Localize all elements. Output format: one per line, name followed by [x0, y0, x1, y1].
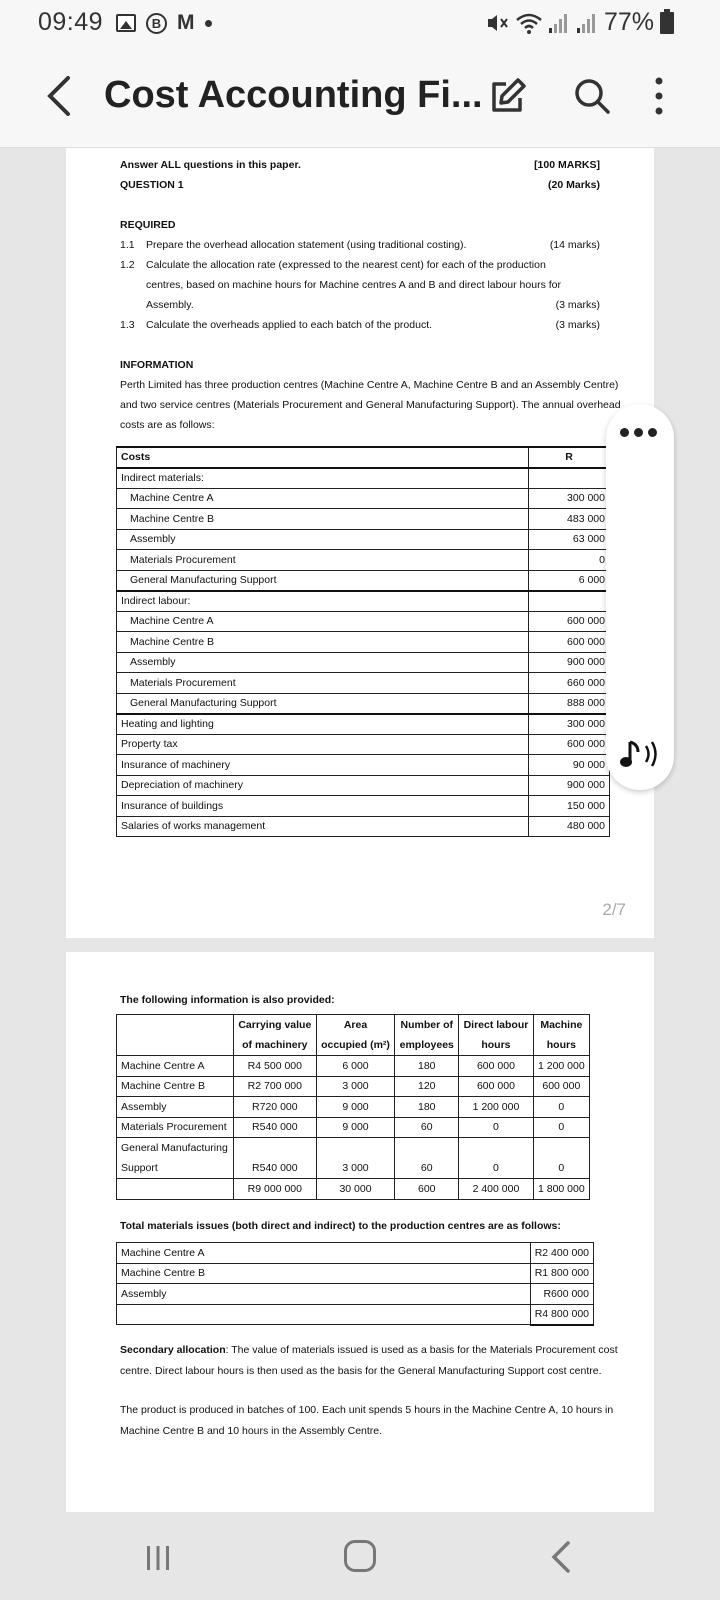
table-row	[117, 816, 610, 837]
table-row	[117, 1138, 590, 1159]
information-text: Perth Limited has three production centres (Machine Centre A, Machine Centre B and an Assembly Centre)	[120, 379, 619, 391]
table-row	[117, 796, 610, 817]
document-page-2	[66, 148, 654, 938]
required-heading: REQUIRED	[120, 219, 176, 231]
column-header: employees	[395, 1035, 459, 1056]
signal-icon-2	[576, 12, 598, 34]
column-header: R	[529, 447, 610, 468]
table-row	[117, 632, 610, 653]
information-heading: INFORMATION	[120, 359, 194, 371]
table-row	[117, 611, 610, 632]
row-value: 63 000	[529, 529, 610, 550]
product-info-text: The product is produced in batches of 100. Each unit spends 5 hours in the Machine Centre A, 10 hours in	[120, 1404, 614, 1416]
more-tools-icon[interactable]	[620, 428, 657, 437]
battery-icon	[660, 12, 674, 34]
table-row	[117, 755, 610, 776]
cell	[117, 1179, 234, 1200]
cell: 60	[395, 1117, 459, 1138]
row-label: Materials Procurement	[117, 1117, 234, 1138]
item-marks: (3 marks)	[555, 299, 600, 311]
cell: R720 000	[233, 1097, 316, 1118]
cell: 3 000	[316, 1076, 395, 1097]
total-cell: 1 800 000	[533, 1179, 589, 1200]
row-label: Machine Centre B	[117, 1076, 234, 1097]
table-row	[117, 1117, 590, 1138]
table-header-row	[117, 1015, 590, 1036]
column-header: Direct labour	[459, 1015, 533, 1036]
cell: 120	[395, 1076, 459, 1097]
cell	[395, 1138, 459, 1159]
column-header: of machinery	[233, 1035, 316, 1056]
column-header: Machine	[533, 1015, 589, 1036]
instruction-text: Answer ALL questions in this paper.	[120, 159, 301, 171]
item-text: Calculate the allocation rate (expressed to the nearest cent) for each of the production	[146, 259, 546, 271]
signal-icon	[548, 12, 570, 34]
table-row	[117, 775, 610, 796]
cell: 1 200 000	[533, 1056, 589, 1077]
app-bar	[0, 46, 720, 148]
back-arrow-icon[interactable]	[40, 72, 80, 120]
cell: 0	[459, 1117, 533, 1138]
item-number: 1.2	[120, 259, 135, 271]
cell: 600 000	[459, 1056, 533, 1077]
total-cell: 30 000	[316, 1179, 395, 1200]
secondary-allocation-text	[120, 1344, 618, 1356]
row-value: 660 000	[529, 673, 610, 694]
cell: 600 000	[459, 1076, 533, 1097]
row-label: Machine Centre B	[117, 632, 529, 653]
edit-icon[interactable]	[488, 76, 528, 116]
table-row	[117, 509, 610, 530]
empty-header-cell	[117, 1015, 234, 1036]
item-text: Assembly.	[146, 299, 194, 311]
information-text: costs are as follows:	[120, 419, 215, 431]
cell: 0	[533, 1117, 589, 1138]
recent-apps-icon[interactable]	[144, 1544, 172, 1572]
row-value	[529, 468, 610, 489]
item-text: centres, based on machine hours for Machine centres A and B and direct labour hours for	[146, 279, 561, 291]
table-row	[117, 488, 610, 509]
materials-issues-table	[116, 1242, 594, 1326]
table-row	[117, 652, 610, 673]
total-marks: [100 MARKS]	[534, 159, 600, 171]
item-number: 1.3	[120, 319, 135, 331]
nav-back-icon[interactable]	[548, 1540, 572, 1574]
row-value: 888 000	[529, 693, 610, 714]
item-text: Prepare the overhead allocation statement (using traditional costing).	[146, 239, 467, 251]
cell: 3 000	[316, 1158, 395, 1179]
cell: R4 500 000	[233, 1056, 316, 1077]
item-marks: (3 marks)	[555, 319, 600, 331]
question-marks: (20 Marks)	[548, 179, 600, 191]
cell: 6 000	[316, 1056, 395, 1077]
total-cell: R9 000 000	[233, 1179, 316, 1200]
more-notifications-dot	[205, 20, 212, 27]
row-value: R4 800 000	[530, 1304, 593, 1325]
system-nav-bar	[0, 1512, 720, 1600]
row-label: Depreciation of machinery	[117, 775, 529, 796]
secondary-allocation-text: centre. Direct labour hours is then used as the basis for the General Manufacturing Support cost centre.	[120, 1365, 602, 1377]
home-icon[interactable]	[344, 1540, 376, 1572]
item-number: 1.1	[120, 239, 135, 251]
question-heading: QUESTION 1	[120, 179, 184, 191]
row-label: Property tax	[117, 734, 529, 755]
status-notification-icons	[116, 11, 212, 35]
document-title: Cost Accounting Fi...	[104, 74, 483, 116]
row-value: R600 000	[530, 1284, 593, 1305]
row-label: Heating and lighting	[117, 714, 529, 735]
cell: 60	[395, 1158, 459, 1179]
row-label: Materials Procurement	[117, 550, 529, 571]
search-icon[interactable]	[572, 76, 612, 116]
cell: 180	[395, 1056, 459, 1077]
cell: 600 000	[533, 1076, 589, 1097]
wifi-icon	[516, 12, 542, 34]
row-value: R2 400 000	[530, 1243, 593, 1264]
cell: R540 000	[233, 1158, 316, 1179]
row-value: 900 000	[529, 775, 610, 796]
item-marks: (14 marks)	[549, 239, 600, 251]
row-label: Assembly	[117, 652, 529, 673]
table-row	[117, 468, 610, 489]
secondary-allocation-rest: : The value of materials issued is used as a basis for the Materials Procurement cost	[225, 1344, 618, 1356]
document-page-3	[66, 952, 654, 1512]
battery-percent: 77%	[603, 8, 654, 36]
table-row	[117, 550, 610, 571]
row-value: R1 800 000	[530, 1263, 593, 1284]
row-value: 900 000	[529, 652, 610, 673]
row-label: Assembly	[117, 1097, 234, 1118]
overhead-costs-table	[116, 446, 610, 837]
row-label: Assembly	[117, 529, 529, 550]
additional-info-heading: The following information is also provided:	[120, 994, 335, 1006]
row-value: 600 000	[529, 734, 610, 755]
table-totals-row	[117, 1304, 594, 1325]
row-label: Machine Centre A	[117, 488, 529, 509]
cell: 180	[395, 1097, 459, 1118]
row-value: 600 000	[529, 632, 610, 653]
table-row	[117, 1158, 590, 1179]
table-row	[117, 1076, 590, 1097]
row-value: 6 000	[529, 570, 610, 591]
row-value: 480 000	[529, 816, 610, 837]
row-label: Support	[117, 1158, 234, 1179]
row-value	[529, 591, 610, 612]
table-row	[117, 591, 610, 612]
information-text: and two service centres (Materials Procurement and General Manufacturing Support). The annual overhead	[120, 399, 621, 411]
row-label: Indirect materials:	[117, 468, 529, 489]
column-header: Area	[316, 1015, 395, 1036]
status-system-icons	[486, 8, 674, 37]
table-row	[117, 1263, 594, 1284]
row-label: Indirect labour:	[117, 591, 529, 612]
column-header: Carrying value	[233, 1015, 316, 1036]
row-value: 300 000	[529, 488, 610, 509]
row-value: 483 000	[529, 509, 610, 530]
table-row	[117, 693, 610, 714]
centre-information-table	[116, 1014, 590, 1200]
cell	[233, 1138, 316, 1159]
table-row	[117, 570, 610, 591]
table-row	[117, 673, 610, 694]
row-value: 300 000	[529, 714, 610, 735]
row-label: General Manufacturing	[117, 1138, 234, 1159]
product-info-text: Machine Centre B and 10 hours in the Assembly Centre.	[120, 1425, 383, 1437]
row-value: 150 000	[529, 796, 610, 817]
row-label: Machine Centre B	[117, 1263, 531, 1284]
row-label: Machine Centre A	[117, 1243, 531, 1264]
row-label: General Manufacturing Support	[117, 570, 529, 591]
cell	[316, 1138, 395, 1159]
row-label	[117, 1304, 531, 1325]
table-row	[117, 1097, 590, 1118]
page-number: 2/7	[602, 900, 626, 919]
total-cell: 600	[395, 1179, 459, 1200]
read-aloud-icon[interactable]	[616, 734, 664, 774]
empty-header-cell	[117, 1035, 234, 1056]
column-header: Number of	[395, 1015, 459, 1036]
mute-icon	[486, 12, 510, 34]
table-row	[117, 1243, 594, 1264]
column-header: Costs	[117, 447, 529, 468]
total-cell: 2 400 000	[459, 1179, 533, 1200]
column-header: hours	[459, 1035, 533, 1056]
cell: R540 000	[233, 1117, 316, 1138]
table-header-row	[117, 1035, 590, 1056]
cell: 0	[533, 1158, 589, 1179]
row-value: 90 000	[529, 755, 610, 776]
column-header: hours	[533, 1035, 589, 1056]
b-notification-icon: B	[146, 13, 167, 34]
cell: 9 000	[316, 1117, 395, 1138]
secondary-allocation-label: Secondary allocation	[120, 1344, 226, 1356]
materials-heading: Total materials issues (both direct and indirect) to the production centres are as follows:	[120, 1220, 561, 1232]
cell	[459, 1138, 533, 1159]
row-label: Materials Procurement	[117, 673, 529, 694]
cell: 0	[459, 1158, 533, 1179]
column-header: occupied (m²)	[316, 1035, 395, 1056]
more-options-icon[interactable]	[652, 76, 666, 116]
row-label: Insurance of buildings	[117, 796, 529, 817]
item-text: Calculate the overheads applied to each batch of the product.	[146, 319, 433, 331]
row-value: 600 000	[529, 611, 610, 632]
table-row	[117, 714, 610, 735]
table-row	[117, 734, 610, 755]
row-label: General Manufacturing Support	[117, 693, 529, 714]
cell: 0	[533, 1097, 589, 1118]
status-time: 09:49	[38, 8, 104, 36]
cell: 9 000	[316, 1097, 395, 1118]
row-label: Machine Centre A	[117, 611, 529, 632]
row-label: Insurance of machinery	[117, 755, 529, 776]
cell: R2 700 000	[233, 1076, 316, 1097]
table-header-row	[117, 447, 610, 468]
row-label: Machine Centre B	[117, 509, 529, 530]
floating-toolbar	[606, 404, 674, 790]
table-row	[117, 1056, 590, 1077]
row-value: 0	[529, 550, 610, 571]
row-label: Salaries of works management	[117, 816, 529, 837]
row-label: Machine Centre A	[117, 1056, 234, 1077]
cell	[533, 1138, 589, 1159]
table-row	[117, 529, 610, 550]
cell: 1 200 000	[459, 1097, 533, 1118]
row-label: Assembly	[117, 1284, 531, 1305]
status-bar	[0, 0, 720, 46]
table-row	[117, 1284, 594, 1305]
gallery-icon	[116, 14, 136, 32]
gmail-icon: M	[177, 11, 195, 34]
table-totals-row	[117, 1179, 590, 1200]
